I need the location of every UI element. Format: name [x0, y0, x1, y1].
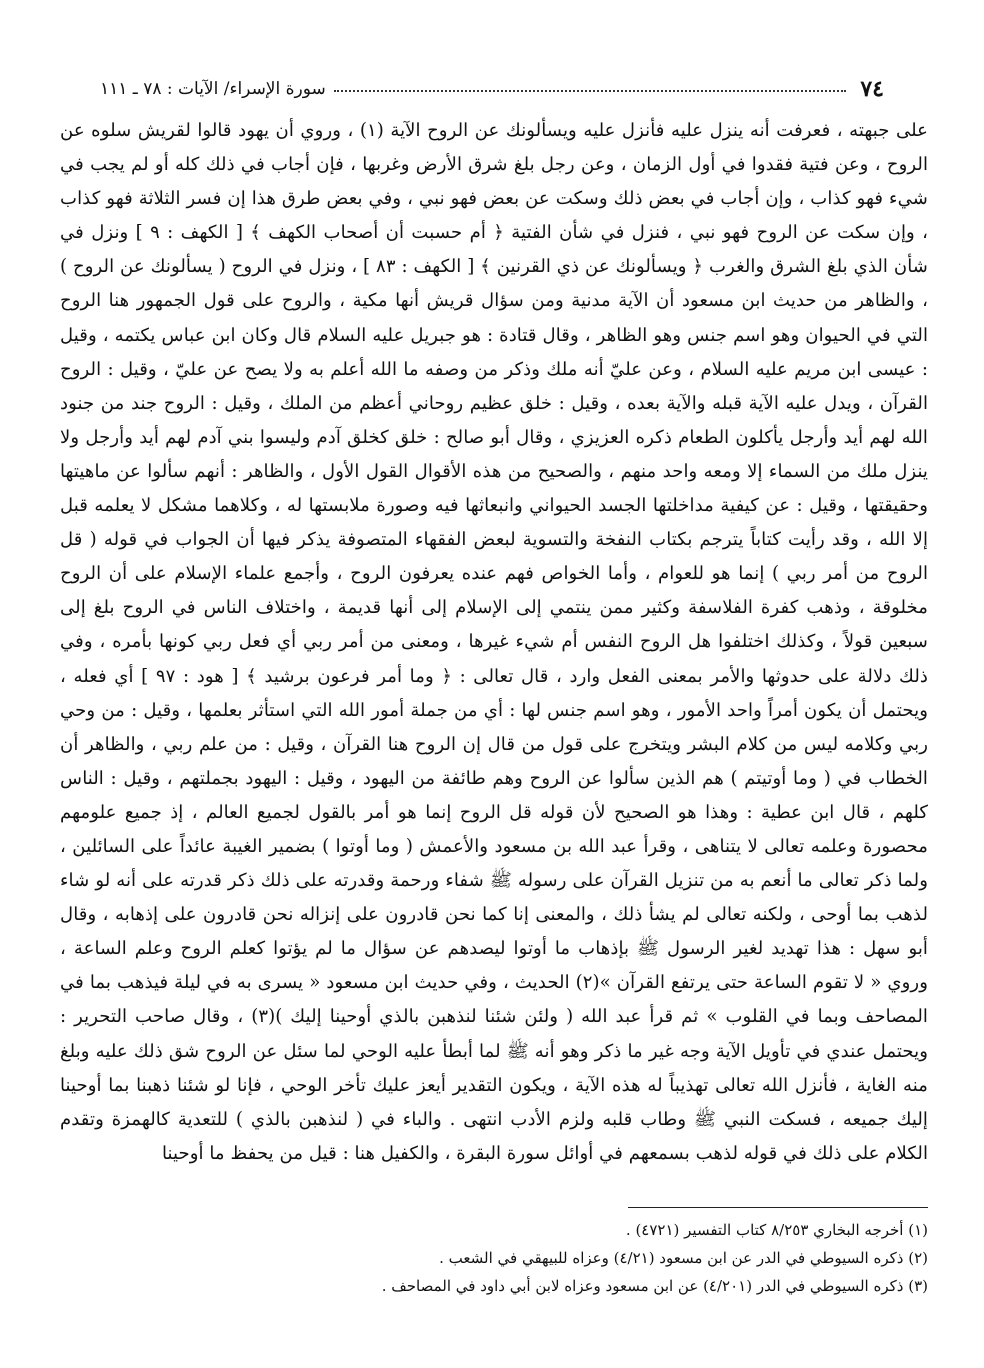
footnote-separator — [628, 1207, 928, 1208]
commentary-body-text: على جبهته ، فعرفت أنه ينزل عليه فأنزل عليه ويسألونك عن الروح الآية (١) ، وروي أن يهود قالوا لقريش سلوه عن الروح ، وعن فتية فقدوا في أول الزمان ، وعن رجل بلغ شرق الأرض وغربها ، فإن أجاب في ذلك كله أو لم يجب في شيء فهو كذاب ، وإن أجاب في بعض ذلك وسكت عن بعض فهو نبي ، وفي بعض طرق هذا إن فسر الثلاثة فهو كذاب ، وإن سكت عن الروح فهو نبي ، فنزل في شأن الفتية ﴿ أم حسبت أن أصحاب الكهف ﴾ [ الكهف : ٩ ] ونزل في شأن الذي بلغ الشرق والغرب ﴿ ويسألونك عن ذي القرنين ﴾ [ الكهف : ٨٣ ] ، ونزل في الروح ( يسألونك عن الروح ) ، والظاهر من حديث ابن مسعود أن الآية مدنية ومن سؤال قريش أنها مكية ، والروح على قول الجمهور هنا الروح التي في الحيوان وهو اسم جنس وهو الظاهر ، وقال قتادة : هو جبريل عليه السلام قال وكان ابن عباس يكتمه ، وقيل : عيسى ابن مريم عليه السلام ، وعن عليّ أنه ملك وذكر من وصفه ما الله أعلم به ولا يصح عن عليّ ، وقيل : الروح القرآن ، ويدل عليه الآية قبله والآية بعده ، وقيل : خلق عظيم روحاني أعظم من الملك ، وقيل : الروح جند من جنود الله لهم أيد وأرجل يأكلون الطعام ذكره العزيزي ، وقال أبو صالح : خلق كخلق آدم وليسوا بني آدم لهم أيد وأرجل ولا ينزل ملك من السماء إلا ومعه واحد منهم ، والصحيح من هذه الأقوال القول الأول ، والظاهر : أنهم سألوا عن ماهيتها وحقيقتها ، وقيل : عن كيفية مداخلتها الجسد الحيواني وانبعاثها فيه وصورة ملابستها له ، وكلاهما مشكل لا يعلمه قبل إلا الله ، وقد رأيت كتاباً يترجم بكتاب النفخة والتسوية لبعض الفقهاء المتصوفة يذكر فيها أن الجواب في قوله ( قل الروح من أمر ربي ) إنما هو للعوام ، وأما الخواص فهم عنده يعرفون الروح ، وأجمع علماء الإسلام على أن الروح مخلوقة ، وذهب كفرة الفلاسفة وكثير ممن ينتمي إلى الإسلام إلى أنها قديمة ، واختلاف الناس في الروح بلغ إلى سبعين قولاً ، وكذلك اختلفوا هل الروح النفس أم شيء غيرها ، ومعنى من أمر ربي أي فعل ربي كونها بأمره ، وفي ذلك دلالة على حدوثها والأمر بمعنى الفعل وارد ، قال تعالى : ﴿ وما أمر فرعون برشيد ﴾ [ هود : ٩٧ ] أي فعله ، ويحتمل أن يكون أمراً واحد الأمور ، وهو اسم جنس لها : أي من جملة أمور الله التي استأثر بعلمها ، وقيل : من وحي ربي وكلامه ليس من كلام البشر ويتخرج على قول من قال إن الروح هنا القرآن ، وقيل : من علم ربي ، والظاهر أن الخطاب في ( وما أوتيتم ) هم الذين سألوا عن الروح وهم طائفة من اليهود ، وقيل : اليهود بجملتهم ، وقيل : الناس كلهم ، قال ابن عطية : وهذا هو الصحيح لأن قوله قل الروح إنما هو أمر بالقول لجميع العالم ، إذ جميع علومهم محصورة وعلمه تعالى لا يتناهى ، وقرأ عبد الله بن مسعود والأعمش ( وما أوتوا ) بضمير الغيبة عائداً على السائلين ، ولما ذكر تعالى ما أنعم به من تنزيل القرآن على رسوله ﷺ شفاء ورحمة وقدرته على ذلك ذكر قدرته على أنه لو شاء لذهب بما أوحى ، ولكنه تعالى لم يشأ ذلك ، والمعنى إنا كما نحن قادرون على إنزاله نحن قادرون على إذهابه ، وقال أبو سهل : هذا تهديد لغير الرسول ﷺ بإذهاب ما أوتوا ليصدهم عن سؤال ما لم يؤتوا كعلم الروح وعلم الساعة ، وروي « لا تقوم الساعة حتى يرتفع القرآن »(٢) الحديث ، وفي حديث ابن مسعود « يسرى به في ليلة فيذهب بما في المصاحف وبما في القلوب » ثم قرأ عبد الله ( ولئن شئنا لنذهبن بالذي أوحينا إليك )(٣) ، وقال صاحب التحرير : ويحتمل عندي في تأويل الآية وجه غير ما ذكر وهو أنه ﷺ لما أبطأ عليه الوحي لما سئل عن الروح شق ذلك عليه وبلغ منه الغاية ، فأنزل الله تعالى تهذيباً له هذه الآية ، ويكون التقدير أيعز عليك تأخر الوحي ، فإنا لو شئنا ذهبنا بما أوحينا إليك جميعه ، فسكت النبي ﷺ وطاب قلبه ولزم الأدب انتهى . والباء في ( لنذهبن بالذي ) للتعدية كالهمزة وتقدم الكلام على ذلك في قوله لذهب بسمعهم في أوائل سورة البقرة ، والكفيل هنا : قيل من يحفظ ما أوحينا — [60, 120, 929, 1164]
footnotes-list — [60, 1216, 928, 1300]
footnote-3: (٣) ذكره السيوطي في الدر (٤/٢٠١) عن ابن مسعود وعزاه لابن أبي داود في المصاحف . — [381, 1277, 928, 1295]
surah-verses-title: سورة الإسراء/ الآيات : ٧٨ ـ ١١١ — [100, 79, 326, 99]
running-header — [100, 74, 884, 104]
footnote-2: (٢) ذكره السيوطي في الدر عن ابن مسعود (٤/٢١) وعزاه للبيهقي في الشعب . — [439, 1249, 928, 1267]
footnote-1: (١) أخرجه البخاري ٨/٢٥٣ كتاب التفسير (٤٧٢١) . — [625, 1221, 928, 1239]
page-number: ٧٤ — [860, 76, 884, 102]
header-dotted-leader — [334, 90, 847, 92]
